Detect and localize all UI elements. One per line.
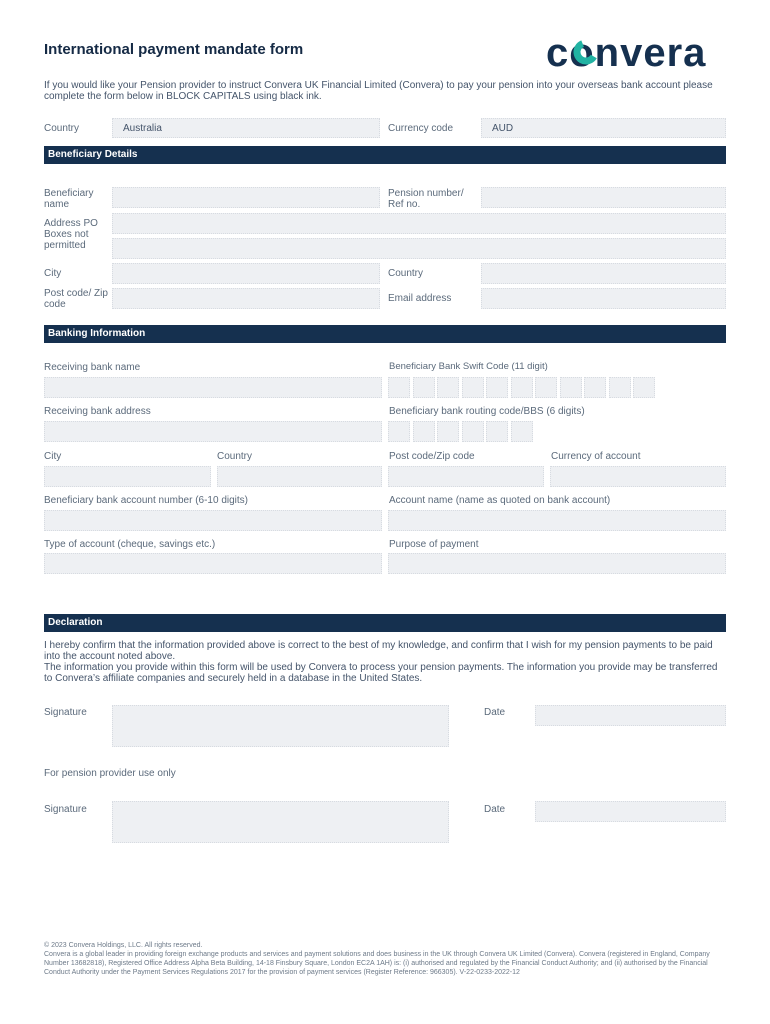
routing-code-label: Beneficiary bank routing code/BBS (6 digits) — [389, 406, 585, 417]
pension-number-label: Pension number/ Ref no. — [388, 188, 464, 210]
beneficiary-country-field[interactable] — [481, 263, 726, 284]
address-field-line2[interactable] — [112, 238, 726, 259]
country-value: Australia — [123, 123, 162, 134]
swift-digit-box[interactable] — [535, 377, 557, 398]
swift-digit-box[interactable] — [486, 377, 508, 398]
routing-digit-box[interactable] — [437, 421, 459, 442]
bank-name-field[interactable] — [44, 377, 382, 398]
beneficiary-country-label: Country — [388, 268, 424, 279]
account-number-field[interactable] — [44, 510, 382, 531]
swift-digit-box[interactable] — [609, 377, 631, 398]
footer — [44, 941, 726, 977]
city-field[interactable] — [112, 263, 380, 284]
footer-copyright: © 2023 Convera Holdings, LLC. All rights reserved. — [44, 942, 203, 949]
beneficiary-name-field[interactable] — [112, 187, 380, 208]
provider-signature-label: Signature — [44, 804, 87, 815]
banking-information-heading: Banking Information — [44, 325, 726, 343]
bank-address-label: Receiving bank address — [44, 406, 151, 417]
routing-digit-box[interactable] — [462, 421, 484, 442]
bank-country-label: Country — [217, 451, 253, 462]
swift-code-label: Beneficiary Bank Swift Code (11 digit) — [389, 361, 548, 372]
signature-field[interactable] — [112, 705, 449, 747]
declaration-text — [44, 640, 726, 684]
bank-name-label: Receiving bank name — [44, 362, 141, 373]
provider-use-label: For pension provider use only — [44, 768, 176, 779]
page-title: International payment mandate form — [44, 41, 304, 58]
account-name-label: Account name (name as quoted on bank account) — [389, 495, 611, 506]
swift-digit-box[interactable] — [388, 377, 410, 398]
email-label: Email address — [388, 293, 452, 304]
routing-code-boxes[interactable] — [388, 421, 538, 443]
date-field[interactable] — [535, 705, 726, 726]
provider-date-field[interactable] — [535, 801, 726, 822]
swift-digit-box[interactable] — [633, 377, 655, 398]
bank-city-label: City — [44, 451, 62, 462]
provider-date-label: Date — [484, 804, 506, 815]
date-label: Date — [484, 707, 506, 718]
logo-text: convera — [546, 31, 707, 74]
footer-legal: Convera is a global leader in providing foreign exchange products and services and payment solutions and does business in the UK through Convera UK Limited (Convera). Convera (registered in England, Company Number 13682818), Registered Office Address Alpha Beta Building, 14-18 Finsbury Square, London EC2A 1AH) is: (i) authorised and regulated by the Financial Conduct Authority; and (ii) authorised by the Financial Conduct Authority under the Payment Services Regulations 2017 for the provision of payment services (Register Reference: 966305). V-22-0233-2022-12 — [44, 951, 710, 976]
declaration-paragraph-2: The information you provide within this form will be used by Convera to process your pension payments. The information you provide may be transferred to Convera’s affiliate companies and securely held in a database in the United States. — [44, 662, 718, 684]
swift-digit-box[interactable] — [560, 377, 582, 398]
account-number-label: Beneficiary bank account number (6-10 digits) — [44, 495, 248, 506]
beneficiary-name-label: Beneficiary name — [44, 188, 94, 210]
routing-digit-box[interactable] — [413, 421, 435, 442]
postcode-label: Post code/ Zip code — [44, 288, 108, 310]
swift-code-boxes[interactable] — [388, 377, 658, 399]
routing-digit-box[interactable] — [511, 421, 533, 442]
swift-digit-box[interactable] — [511, 377, 533, 398]
bank-address-field[interactable] — [44, 421, 382, 442]
purpose-field[interactable] — [388, 553, 726, 574]
currency-code-label: Currency code — [388, 123, 454, 134]
signature-label: Signature — [44, 707, 87, 718]
currency-code-value: AUD — [492, 123, 514, 134]
currency-of-account-label: Currency of account — [551, 451, 641, 462]
purpose-label: Purpose of payment — [389, 539, 479, 550]
bank-city-field[interactable] — [44, 466, 211, 487]
beneficiary-details-heading: Beneficiary Details — [44, 146, 726, 164]
postcode-field[interactable] — [112, 288, 380, 309]
routing-digit-box[interactable] — [486, 421, 508, 442]
currency-code-field[interactable] — [481, 118, 726, 138]
address-field-line1[interactable] — [112, 213, 726, 234]
provider-signature-field[interactable] — [112, 801, 449, 843]
account-name-field[interactable] — [388, 510, 726, 531]
city-label: City — [44, 268, 62, 279]
bank-postcode-field[interactable] — [388, 466, 544, 487]
swift-digit-box[interactable] — [584, 377, 606, 398]
country-field[interactable] — [112, 118, 380, 138]
swift-digit-box[interactable] — [413, 377, 435, 398]
routing-digit-box[interactable] — [388, 421, 410, 442]
country-label: Country — [44, 123, 80, 134]
convera-logo — [546, 30, 728, 74]
swift-digit-box[interactable] — [437, 377, 459, 398]
declaration-paragraph-1: I hereby confirm that the information provided above is correct to the best of my knowledge, and confirm that I wish for my pension payments to be paid into the account noted above. — [44, 640, 713, 662]
email-field[interactable] — [481, 288, 726, 309]
bank-country-field[interactable] — [217, 466, 382, 487]
swift-digit-box[interactable] — [462, 377, 484, 398]
address-label: Address PO Boxes not permitted — [44, 218, 98, 251]
intro-text: If you would like your Pension provider to instruct Convera UK Financial Limited (Convera) to pay your pension into your overseas bank account please complete the form below in BLOCK CAPITALS using black ink. — [44, 80, 713, 102]
currency-of-account-field[interactable] — [550, 466, 726, 487]
pension-number-field[interactable] — [481, 187, 726, 208]
bank-postcode-label: Post code/Zip code — [389, 451, 475, 462]
account-type-label: Type of account (cheque, savings etc.) — [44, 539, 216, 550]
account-type-field[interactable] — [44, 553, 382, 574]
declaration-heading: Declaration — [44, 614, 726, 632]
